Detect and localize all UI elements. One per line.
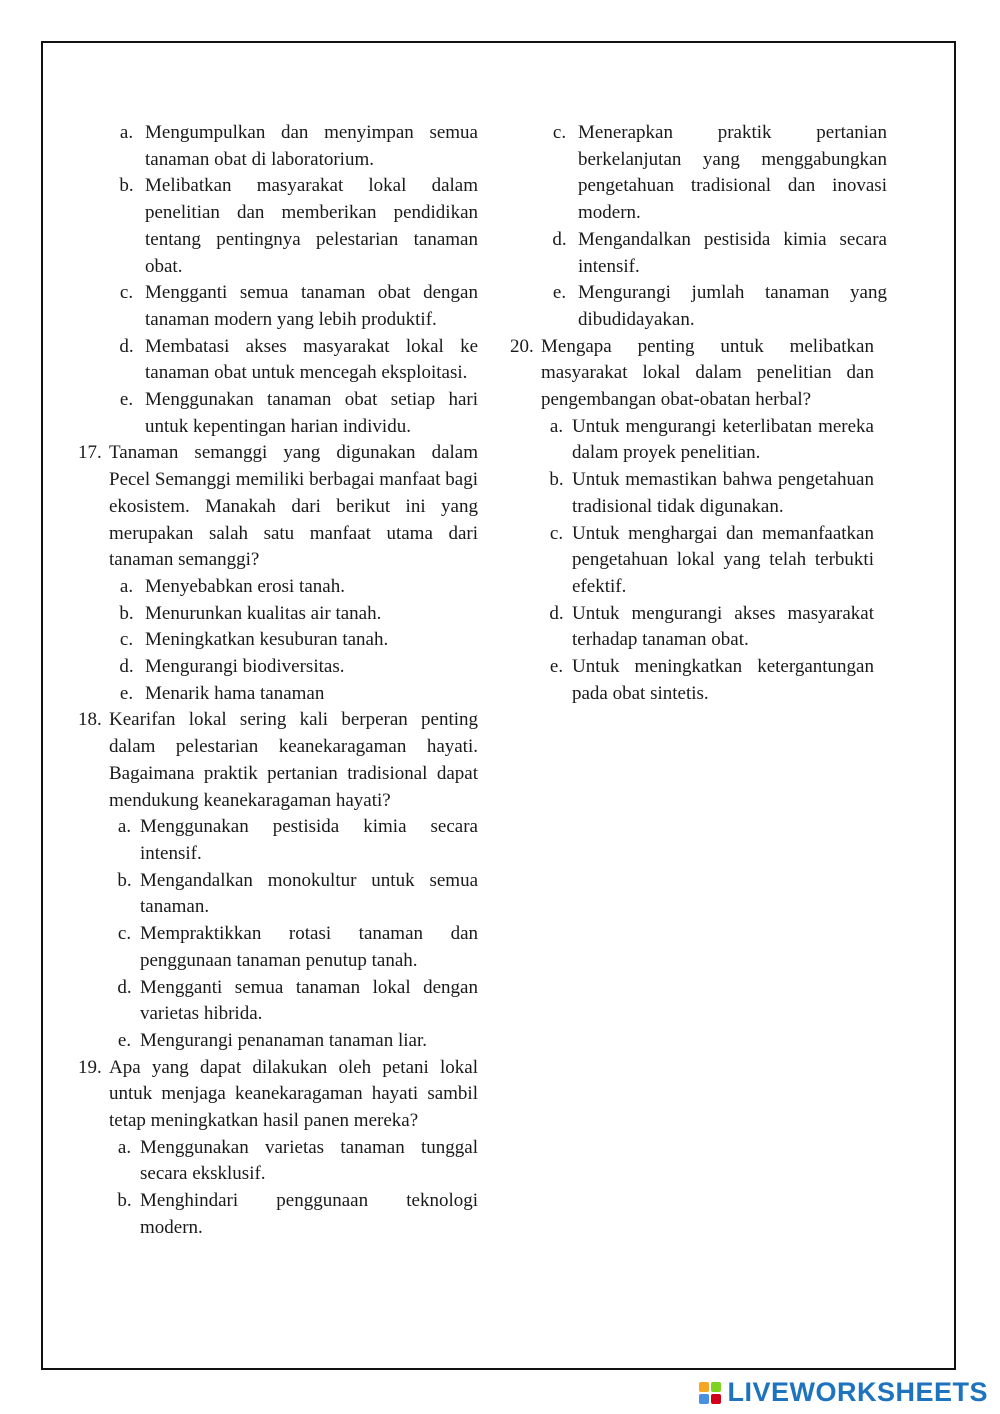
- option-letter: e.: [552, 282, 567, 304]
- option-letter: a.: [119, 122, 134, 143]
- question-text: Mengapa penting untuk melibatkan masyarakat lokal dalam penelitian dan pengembangan obat-obatan herbal?: [541, 335, 874, 411]
- question-text: Tanaman semanggi yang digunakan dalam Pecel Semanggi memiliki berbagai manfaat bagi ekosistem. Manakah dari berikut ini yang merupakan salah satu manfaat utama dari tanaman semanggi?: [109, 442, 478, 571]
- question-20: [510, 334, 887, 708]
- q19-option-b[interactable]: [109, 1188, 478, 1241]
- liveworksheets-logo[interactable]: [699, 1377, 988, 1408]
- option-letter: d.: [119, 335, 134, 357]
- option-text: Menggunakan pestisida kimia secara intensif.: [140, 816, 478, 864]
- option-letter: d.: [117, 976, 132, 998]
- question-number: 20.: [510, 335, 534, 357]
- option-text: Mengurangi penanaman tanaman liar.: [140, 1029, 428, 1051]
- option-letter: b.: [549, 469, 564, 491]
- question-number: 17.: [78, 442, 102, 464]
- q17-option-d[interactable]: [108, 654, 478, 681]
- q19-options-continued: [510, 120, 887, 334]
- option-letter: c.: [119, 282, 134, 304]
- option-text: Meningkatkan kesuburan tanah.: [145, 629, 389, 651]
- q17-option-a[interactable]: [108, 574, 478, 601]
- option-letter: c.: [549, 522, 564, 544]
- q18-option-e[interactable]: [109, 1028, 478, 1055]
- question-18: [78, 707, 478, 1054]
- q16-option-a[interactable]: [108, 120, 478, 173]
- option-text: Mengandalkan monokultur untuk semua tanaman.: [140, 869, 478, 918]
- option-letter: c.: [117, 923, 132, 945]
- option-letter: c.: [119, 629, 134, 651]
- q18-option-d[interactable]: [109, 975, 478, 1028]
- question-17: [78, 440, 478, 574]
- logo-grid-icon: [699, 1382, 721, 1404]
- option-letter: b.: [117, 869, 132, 891]
- option-text: Menarik hama tanaman: [145, 682, 325, 704]
- q19-option-c[interactable]: [541, 120, 887, 227]
- q16-option-b[interactable]: [108, 173, 478, 280]
- option-text: Menghindari penggunaan teknologi modern.: [140, 1190, 478, 1238]
- option-letter: d.: [552, 228, 567, 250]
- option-letter: b.: [119, 602, 134, 624]
- option-text: Mengurangi biodiversitas.: [145, 656, 345, 678]
- option-text: Untuk memastikan bahwa pengetahuan tradisional tidak digunakan.: [572, 469, 874, 517]
- right-column: [510, 120, 887, 707]
- q20-option-d[interactable]: [541, 601, 874, 654]
- option-text: Mengumpulkan dan menyimpan semua tanaman obat di laboratorium.: [145, 122, 478, 170]
- option-letter: d.: [119, 656, 134, 678]
- q18-option-c[interactable]: [109, 921, 478, 974]
- q18-option-a[interactable]: [109, 814, 478, 867]
- q19-option-a[interactable]: [109, 1135, 478, 1188]
- option-text: Menerapkan praktik pertanian berkelanjutan yang menggabungkan pengetahuan tradisional dan inovasi modern.: [578, 122, 887, 224]
- q17-option-e[interactable]: [108, 681, 478, 708]
- option-letter: a.: [117, 816, 132, 838]
- option-letter: e.: [119, 389, 134, 411]
- option-letter: d.: [549, 602, 564, 624]
- option-text: Menggunakan varietas tanaman tunggal secara eksklusif.: [140, 1136, 478, 1185]
- option-text: Untuk meningkatkan ketergantungan pada obat sintetis.: [572, 656, 874, 704]
- question-number: 19.: [78, 1056, 102, 1078]
- q20-option-c[interactable]: [541, 521, 874, 601]
- question-number: 18.: [78, 709, 102, 731]
- option-text: Mempraktikkan rotasi tanaman dan penggunaan tanaman penutup tanah.: [140, 923, 478, 971]
- q19-option-d[interactable]: [541, 227, 887, 280]
- question-text: Apa yang dapat dilakukan oleh petani lokal untuk menjaga keanekaragaman hayati sambil tetap meningkatkan hasil panen mereka?: [109, 1056, 478, 1132]
- q17-option-b[interactable]: [108, 601, 478, 628]
- q17-option-c[interactable]: [108, 627, 478, 654]
- q18-options: [109, 814, 478, 1054]
- q18-option-b[interactable]: [109, 868, 478, 921]
- q16-options: [78, 120, 478, 440]
- option-text: Menggunakan tanaman obat setiap hari untuk kepentingan harian individu.: [145, 389, 478, 437]
- option-text: Untuk mengurangi akses masyarakat terhadap tanaman obat.: [572, 602, 874, 651]
- question-19: [78, 1055, 478, 1242]
- q19-options: [109, 1135, 478, 1242]
- q16-option-c[interactable]: [108, 280, 478, 333]
- option-text: Mengganti semua tanaman lokal dengan varietas hibrida.: [140, 976, 478, 1025]
- option-text: Menurunkan kualitas air tanah.: [145, 602, 382, 624]
- option-text: Melibatkan masyarakat lokal dalam penelitian dan memberikan pendidikan tentang pentingnya pelestarian tanaman obat.: [145, 175, 478, 277]
- option-text: Mengurangi jumlah tanaman yang dibudidayakan.: [578, 282, 887, 330]
- left-column: [78, 120, 478, 1242]
- option-letter: a.: [549, 415, 564, 437]
- logo-text: LIVEWORKSHEETS: [727, 1377, 988, 1407]
- option-letter: e.: [549, 656, 564, 678]
- q20-option-a[interactable]: [541, 414, 874, 467]
- option-text: Untuk mengurangi keterlibatan mereka dalam proyek penelitian.: [572, 415, 874, 464]
- option-letter: e.: [119, 682, 134, 704]
- option-letter: b.: [119, 175, 134, 197]
- option-letter: b.: [117, 1190, 132, 1212]
- q19-option-e[interactable]: [541, 280, 887, 333]
- q20-options: [541, 414, 874, 708]
- q16-option-d[interactable]: [108, 334, 478, 387]
- q16-option-e[interactable]: [108, 387, 478, 440]
- option-text: Membatasi akses masyarakat lokal ke tanaman obat untuk mencegah eksploitasi.: [145, 335, 478, 384]
- option-letter: a.: [117, 1136, 132, 1158]
- option-text: Mengandalkan pestisida kimia secara intensif.: [578, 228, 887, 277]
- question-text: Kearifan lokal sering kali berperan penting dalam pelestarian keanekaragaman hayati. Bagaimana praktik pertanian tradisional dapat mendukung keanekaragaman hayati?: [109, 709, 478, 811]
- q20-option-b[interactable]: [541, 467, 874, 520]
- option-letter: c.: [552, 122, 567, 143]
- q17-options: [78, 574, 478, 708]
- option-text: Mengganti semua tanaman obat dengan tanaman modern yang lebih produktif.: [145, 282, 478, 330]
- q20-option-e[interactable]: [541, 654, 874, 707]
- option-letter: e.: [117, 1029, 132, 1051]
- option-text: Untuk menghargai dan memanfaatkan pengetahuan lokal yang telah terbukti efektif.: [572, 522, 874, 597]
- option-text: Menyebabkan erosi tanah.: [145, 575, 345, 597]
- option-letter: a.: [119, 575, 134, 597]
